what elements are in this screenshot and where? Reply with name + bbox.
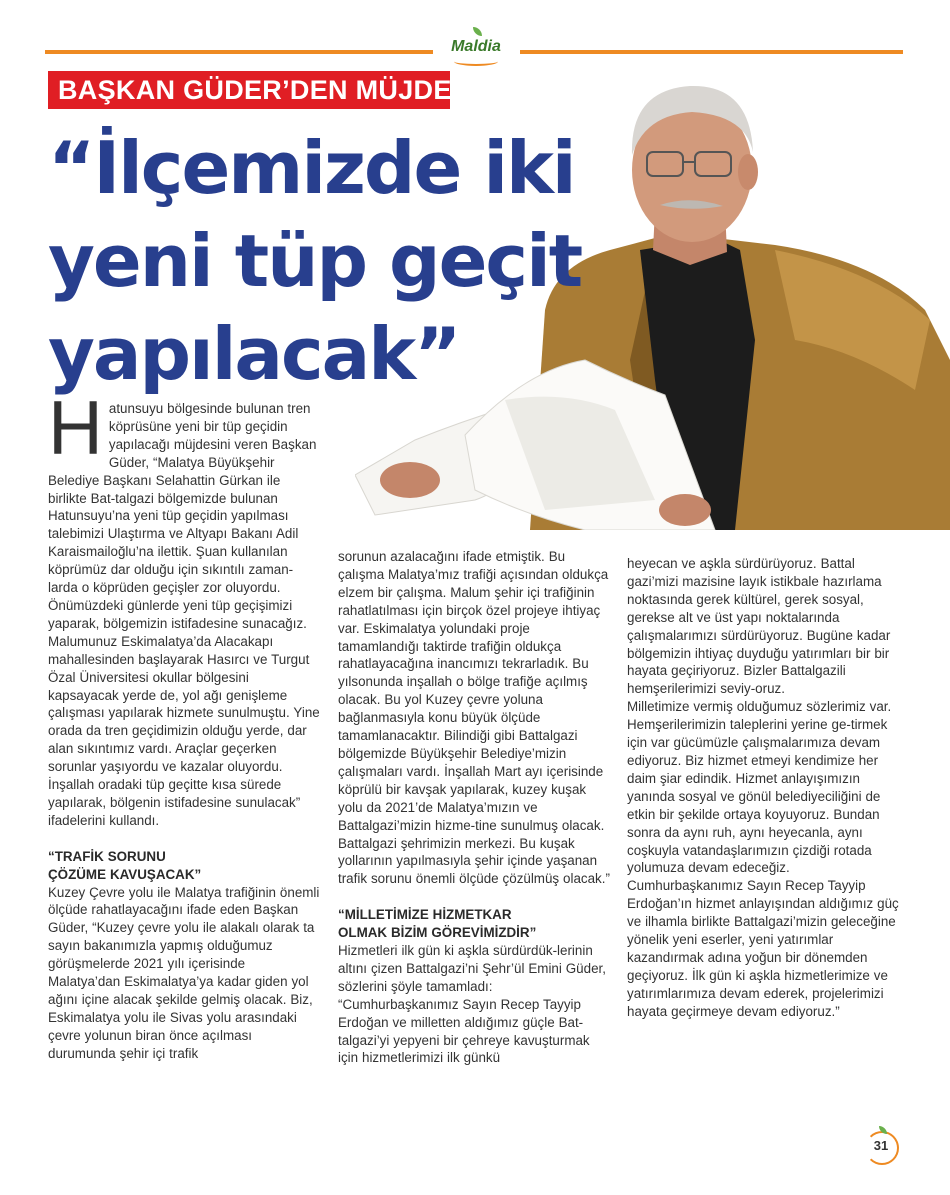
- intro-line-2: köprüsüne yeni bir tüp geçidin: [108, 418, 288, 434]
- subheading-nation: [338, 906, 610, 942]
- paragraph: Hizmetleri ilk gün ki aşkla sürdürdük-lerinin altını çizen Battalgazi’ni Şehr’ül Emini Güder, sözlerini şöyle tamamladı: “Cumhurbaşkanımız Sayın Recep Tayyip Erdoğan ve milletten aldığımız güçle Bat-talgazi’yi yepyeni bir çehreye kavuşturmak için hizmetlerimizi ilk günkü: [338, 943, 606, 1066]
- headline-line-2: yeni tüp geçit: [48, 219, 582, 303]
- leaf-icon: [473, 27, 482, 36]
- hand-left: [380, 462, 440, 498]
- article-column-2: [338, 548, 610, 1067]
- subheading-traffic: [48, 848, 320, 884]
- paragraph: sorunun azalacağını ifade etmiştik. Bu çalışma Malatya’mız trafiği açısından oldukça elzem bir çalışma. Malum şehir içi trafiğinin rahatlatılması için birçok özel projeye ihtiyaç var. Eskimalatya yolundaki proje tamamlandığı taktirde trafiğin oldukça rahatlayacağına inancımızı tekrarladık. Bu yılsonunda inşallah o bölge trafiğe açılmış olacak. Bu yol Kuzey çevre yoluna bağlanmasıyla konu büyük ölçüde tamamlanacaktır. Bilindiği gibi Battalgazi bölgemizde Büyükşehir Belediye’mizin çalışmaları vardı. İnşallah Mart ayı içerisinde köprülü bir kavşak yapılarak, kuzey kuşak yolu da 2021’de Malatya’mızın ve Battalgazi’mizin hizme-tine sunulmuş olacak. Battalgazi şehrimizin merkezi. Bu kuşak yollarının yapılmasıyla şehir içinde yaşanan trafik sorunu önemli ölçüde çözülmüş olacak.”: [338, 549, 610, 887]
- page-number-text: 31: [873, 1138, 889, 1153]
- hand-right: [659, 494, 711, 526]
- paragraph: heyecan ve aşkla sürdürüyoruz. Battal gazi’mizi mazisine layık istikbale hazırlama noktasında gerek kültürel, gerek sosyal, gerekse alt ve üst yapı noktalarında çalışmalarımızı sürdürüyoruz. Bugüne kadar bölgemizin ihtiyaç duyduğu yatırımları bir bir hayata geçiriyoruz. Bizler Battalgazili hemşerilerimizi seviy-oruz.: [627, 556, 891, 697]
- dropcap: H: [48, 386, 103, 471]
- paragraph: Güder, “Malatya Büyükşehir Belediye Başkanı Selahattin Gürkan ile birlikte Bat-talgazi bölgemizde bulunan Hatunsuyu’na yeni tüp geçidin yapılması talebimizi Ulaştırma ve Altyapı Bakanı Adil Karaismailoğlu’na ilettik. Şuan kullanılan köprümüz dar olduğu için sıkıntılı zaman-larda o köprüden geçişler zor oluyordu. Önümüzdeki günlerde yeni tüp geçişimizi yaparak, bölgemizin istifadesine sunacağız. Malumunuz Eskimalatya’da Alacakapı mahallesinden başlayarak Hasırcı ve Turgut Özal Üniversitesi okullar bölgesini kapsayacak yerde de, yol ağı genişleme çalışması yapılarak hizmete sunulmuştu. Yine orada da tren geçidimizin olduğu yerde, dar alan sıkıntımız vardı. Araçlar geçerken sorunlar yaşıyordu ve kazalar oluyordu. İnşallah oradaki tüp geçitte kısa sürede yapılarak, bölgenin istifadesine sunulacak” ifadelerini kullandı.: [48, 454, 320, 828]
- subheading-line-2: OLMAK BİZİM GÖREVİMİZDİR”: [338, 925, 537, 941]
- intro-line-3: yapılacağı müjdesini veren Başkan: [108, 436, 317, 452]
- article-column-1: [48, 386, 320, 1063]
- subheading-line-1: “TRAFİK SORUNU: [48, 848, 166, 864]
- headline-line-1: “İlçemizde iki: [48, 126, 575, 210]
- intro-line-1: atunsuyu bölgesinde bulunan tren: [108, 401, 311, 416]
- ear: [738, 154, 758, 190]
- header-rule-left: [45, 50, 433, 54]
- logo-text: Maldia: [451, 38, 501, 55]
- subheading-line-1: “MİLLETİMİZE HİZMETKAR: [338, 907, 512, 923]
- article-column-3: [627, 555, 901, 1021]
- headline-line-3: yapılacak”: [48, 312, 460, 396]
- subheading-line-2: ÇÖZÜME KAVUŞACAK”: [48, 866, 202, 882]
- page-number: [861, 1126, 901, 1166]
- paragraph: Kuzey Çevre yolu ile Malatya trafiğinin önemli ölçüde rahatlayacağını ifade eden Başkan Güder, “Kuzey çevre yolu ile alakalı olarak ta sayın bakanımızla yapmış olduğumuz görüşmelerde 2021 yılı içerisinde Malatya’dan Eskimalatya’ya kadar giden yol ağını içine alacak şekilde gelmiş olacak. Biz, Eskimalatya yolu ile Sivas yolu arasındaki çevre yolunun biran önce açılması durumunda şehir içi trafik: [48, 884, 320, 1061]
- kicker-label: BAŞKAN GÜDER’DEN MÜJDE: [48, 71, 450, 109]
- headline: [48, 122, 608, 401]
- paragraph: Milletimize vermiş olduğumuz sözlerimiz var. Hemşerilerimizin taleplerini yerine ge-tirmek için var gücümüzle çalışmalarımıza devam ediyoruz. Biz hizmet etmeyi kendimize her daim şiar edindik. Hizmet anlayışımızın yanında sosyal ve gönül belediyeciliğini de etkin bir şekilde ortaya koyuyoruz. Bundan sonra da aynı ruh, aynı heyecanla, aynı coşkuyla vatandaşlarımızın çizdiği rotada yolumuza devam edeceğiz.: [627, 699, 892, 876]
- paragraph: Cumhurbaşkanımız Sayın Recep Tayyip Erdoğan’ın hizmet anlayışından aldığımız güç ve ilhamla birlikte Battalgazi’mizin geleceğine yönelik yeni eserler, yeni yatırımlar kazandırmak adına yoğun bir dönemden geçiyoruz. İlk gün ki aşkla hizmetlerimize ve yatırımlarımıza devam ederek, projelerimizi hayata geçirmeye devam ediyoruz.”: [627, 878, 899, 1019]
- header-rule-right: [520, 50, 903, 54]
